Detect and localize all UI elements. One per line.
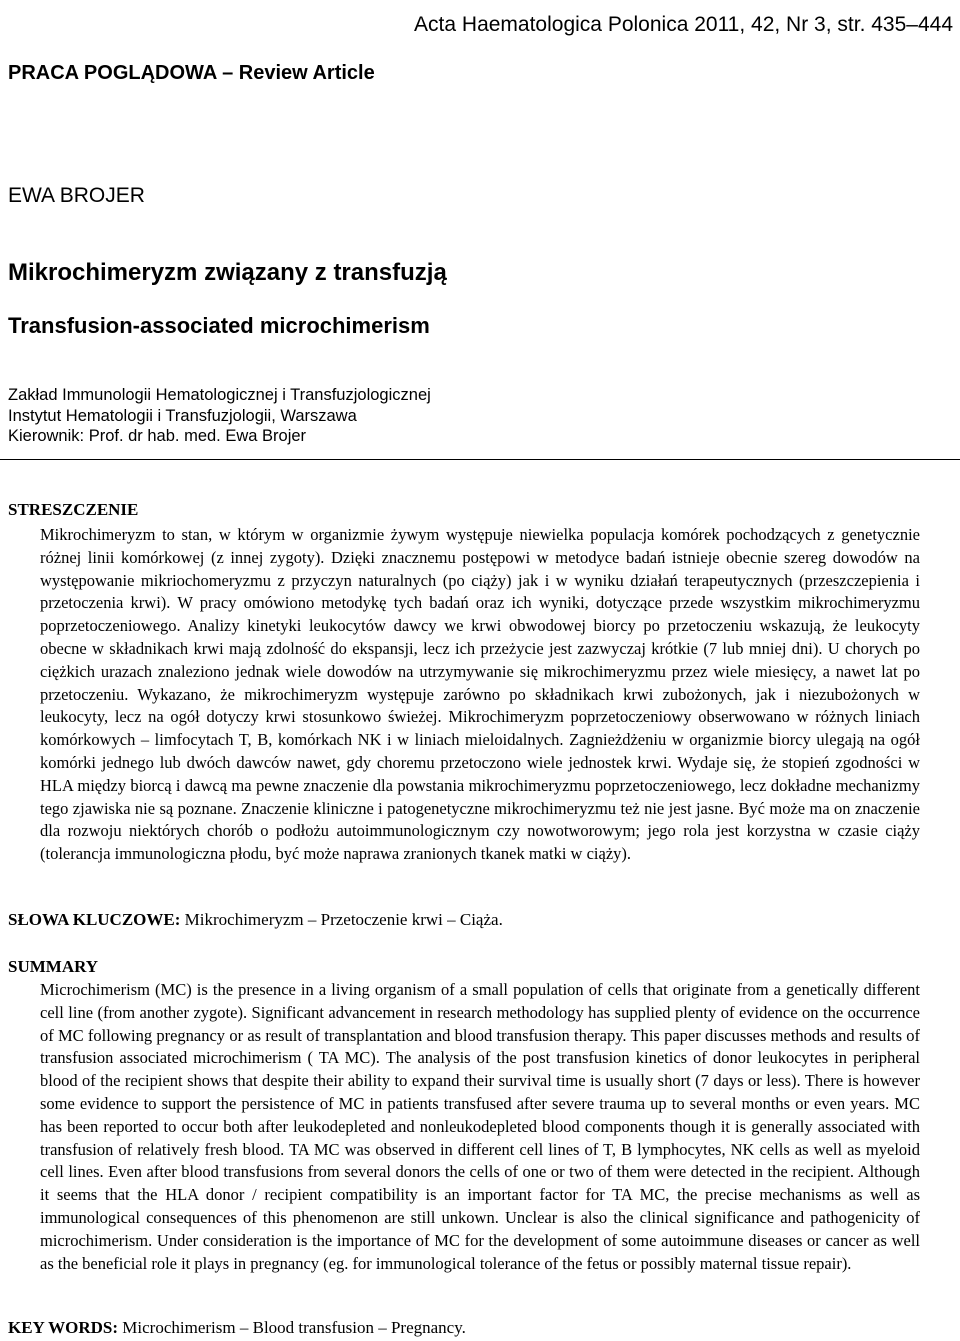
streszczenie-heading: STRESZCZENIE — [8, 500, 139, 519]
abstract-polish: Mikrochimeryzm to stan, w którym w organizmie żywym występuje niewielka populacja komórek pochodzących z genetycznie różnej linii komórkowej (z innej zygoty). Dzięki znacznemu postępowi w metodyce badań istnieje obecnie szereg dowodów na występowanie mikriochomeryzmu z przyczyn naturalnych (po ciąży) jak i w wyniku działań terapeutycznych (przeszczepienia i przetoczenia krwi). W pracy omówiono metodykę tych badań oraz ich wyniki, dotyczące przede wszystkim mikrochimeryzmu poprzetoczeniowego. Analizy kinetyki leukocytów dawcy we krwi obwodowej biorcy po przetoczeniu wskazują, że leukocyty obecne w składnikach krwi mają zdolność do ekspansji, lecz ich przeżycie jest zazwyczaj krótkie (7 lub mniej dni). U chorych po ciężkich urazach znaleziono jednak wiele dowodów na utrzymywanie się mikrochimeryzmu przez wiele miesięcy, a nawet lat po przetoczeniu. Wykazano, że mikrochimeryzm występuje zarówno po składnikach krwi zubożonych, jak i niezubożonych w leukocyty, lecz na ogół dotyczy krwi stosunkowo świeżej. Mikrochimeryzm poprzetoczeniowy obserwowano w różnych liniach komórkowych – limfocytach T, B, komórkach NK i w liniach mieloidalnych. Zagnieżdżeniu w organizmie biorcy ulegają na ogół komórki jednego lub dwóch dawców nawet, gdy choremu przetoczono wiele jednostek krwi. Wydaje się, że stopień zgodności w HLA między biorcą i dawcą ma pewne znaczenie dla powstania mikrochimeryzmu poprzetoczeniowego, lecz dokładne mechanizmy tego zjawiska nie są poznane. Znaczenie kliniczne i patogenetyczne mikrochimeryzmu też nie jest jasne. Być może ma on znaczenie dla rozwoju niektórych chorób o podłożu autoimmunologicznym czy nowotworowym; jego rola jest korzystna w czasie ciąży (tolerancja immunologiczna płodu, być może naprawa zranionych tkanek matki w ciąży). — [40, 525, 920, 864]
title-english: Transfusion-associated microchimerism — [8, 313, 430, 338]
keywords-polish — [8, 910, 503, 930]
author-name: EWA BROJER — [8, 184, 145, 207]
journal-citation: Acta Haematologica Polonica 2011, 42, Nr 3, str. 435–444 — [414, 13, 953, 36]
header-divider — [0, 459, 960, 460]
keywords-polish-label: SŁOWA KLUCZOWE: — [8, 910, 181, 929]
affiliation-institute: Instytut Hematologii i Transfuzjologii, Warszawa — [8, 406, 357, 425]
keywords-english-list: Microchimerism – Blood transfusion – Pregnancy. — [122, 1318, 466, 1337]
keywords-english-label: KEY WORDS: — [8, 1318, 119, 1337]
abstract-english: Microchimerism (MC) is the presence in a living organism of a small population of cells that originate from a genetically different cell line (from another zygote). Significant advancement in research methodology has supplied plenty of evidence on the occurrence of MC following pregnancy or as result of transplantation and blood transfusion therapy. This paper discusses methods and results of transfusion associated microchimerism ( TA MC). The analysis of the post transfusion kinetics of donor leukocytes in peripheral blood of the recipient shows that despite their ability to expand their survival time is usually short (7 days or less). There is however some evidence to support the persistence of MC in patients transfused after severe trauma up to several months or even years. MC has been reported to occur both after leukodepleted and nonleukodepleted blood components though it is generally associated with transfusion of relatively fresh blood. TA MC was observed in different cell lines of T, B lymphocytes, NK cells as well as myeloid cell lines. Even after blood transfusions from several donors the cells of one or two of them were detected in the recipient. Although it seems that the HLA donor / recipient compatibility is an important factor for TA MC, the precise mechanisms as well as immunological consequences of this phenomenon are still unkown. Unclear is also the clinical significance and pathogenicity of microchimerism. Under consideration is the importance of MC for the development of some autoimmune diseases or cancer as well as the beneficial role it plays in pregnancy (eg. for immunological tolerance of the fetus or possibly maternal tissue repair). — [40, 980, 920, 1273]
affiliation — [8, 385, 431, 447]
affiliation-head: Kierownik: Prof. dr hab. med. Ewa Brojer — [8, 427, 307, 445]
keywords-english — [8, 1318, 466, 1338]
summary-heading: SUMMARY — [8, 957, 99, 976]
affiliation-department: Zakład Immunologii Hematologicznej i Transfuzjologicznej — [8, 386, 431, 404]
article-type: PRACA POGLĄDOWA – Review Article — [8, 62, 375, 84]
title-polish: Mikrochimeryzm związany z transfuzją — [8, 259, 447, 286]
keywords-polish-list: Mikrochimeryzm – Przetoczenie krwi – Ciąża. — [184, 910, 503, 929]
